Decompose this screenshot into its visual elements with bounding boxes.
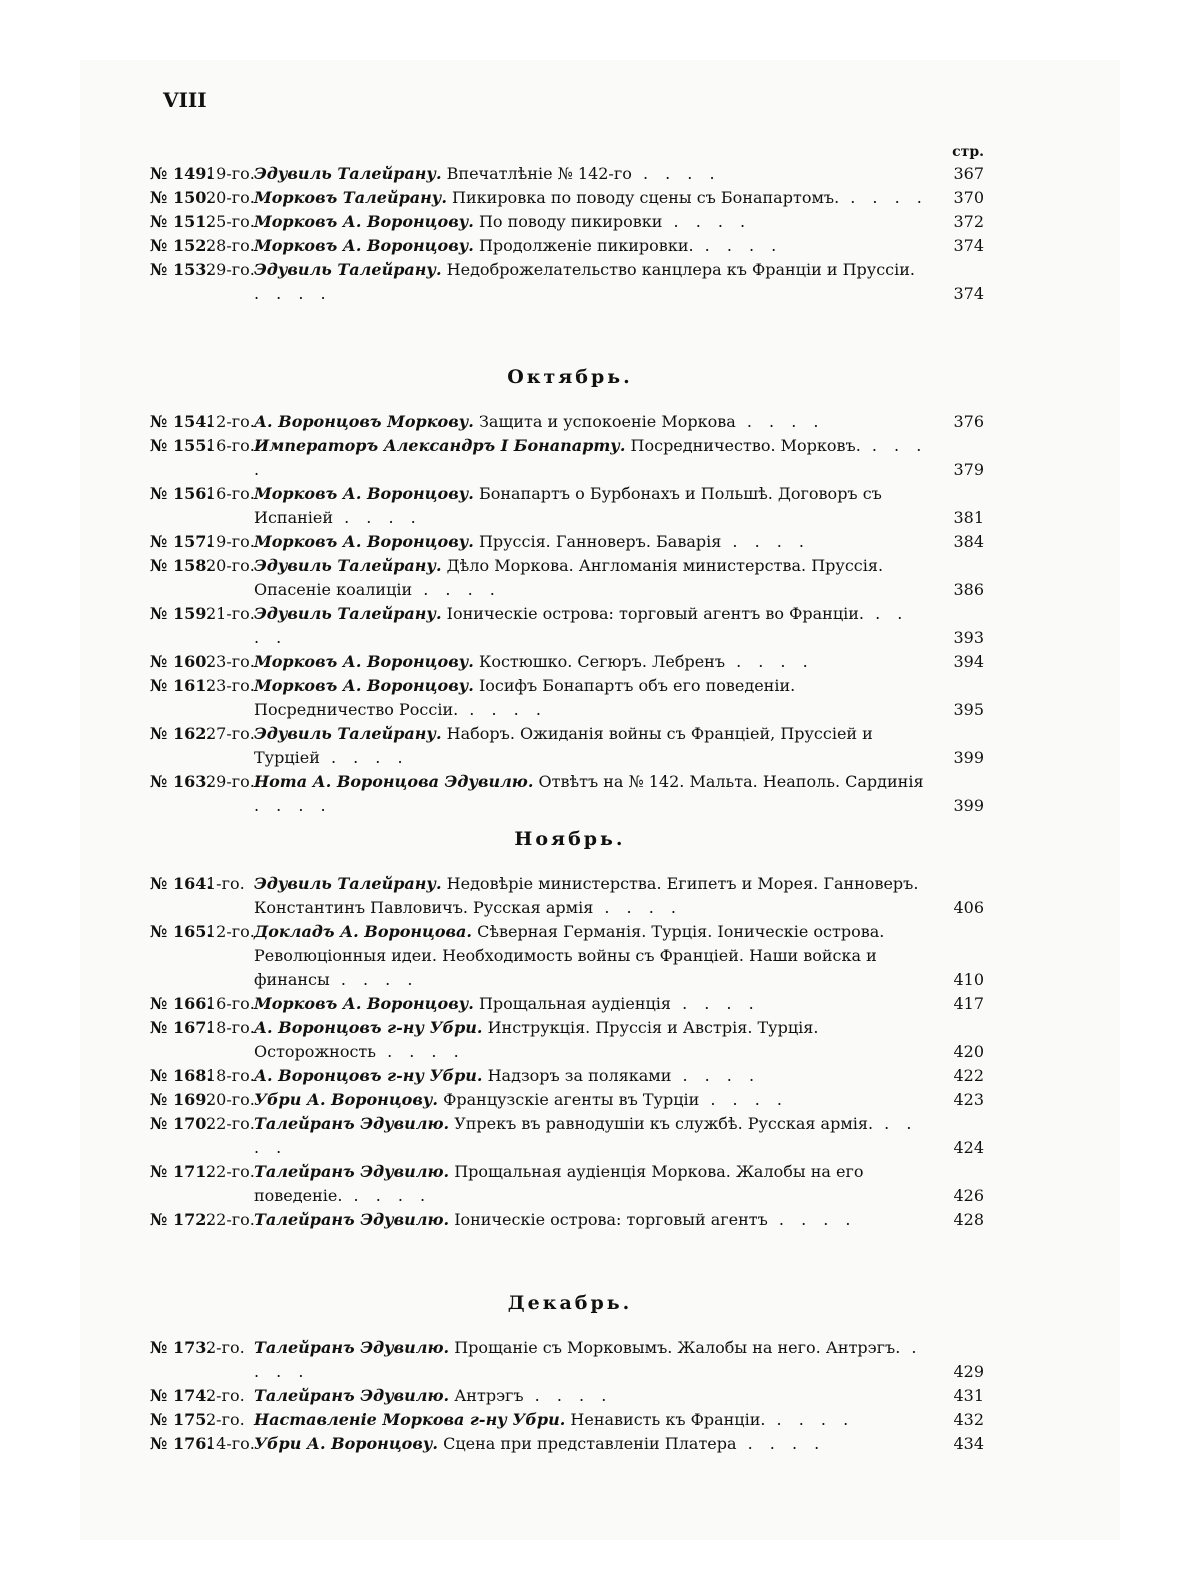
entry-number: № 158.	[150, 556, 212, 575]
entry-description	[250, 602, 930, 650]
entry-page-number: 426	[953, 1186, 984, 1205]
dot-leaders: . . . .	[458, 700, 547, 719]
entry-page-number: 417	[953, 994, 984, 1013]
entry-summary: Упрекъ въ равнодушіи къ службѣ. Русская армія.	[454, 1114, 874, 1133]
entry-summary: Ненависть къ Франціи.	[570, 1410, 766, 1429]
entry-summary: Посредничество. Морковъ.	[630, 436, 861, 455]
entry-date: 18-го.	[206, 1066, 255, 1085]
entry-page-number: 372	[953, 212, 984, 231]
entry-number: № 169.	[150, 1090, 212, 1109]
entry-description	[250, 258, 930, 306]
toc-entry	[150, 210, 990, 234]
dot-leaders: . . . .	[254, 436, 928, 479]
entry-number: № 171.	[150, 1162, 212, 1181]
entry-date: 22-го.	[206, 1114, 255, 1133]
toc-entry	[150, 554, 990, 602]
entry-page-number: 379	[953, 460, 984, 479]
entry-number: № 152.	[150, 236, 212, 255]
entry-date: 19-го.	[206, 164, 255, 183]
entry-correspondents: Талейранъ Эдувилю.	[254, 1338, 450, 1357]
dot-leaders: . . . .	[329, 970, 419, 989]
toc-entry	[150, 530, 990, 554]
entry-page-number: 386	[953, 580, 984, 599]
toc-entry	[150, 1160, 990, 1208]
entry-page-number: 376	[953, 412, 984, 431]
entry-date: 20-го.	[206, 1090, 255, 1109]
entry-page-number: 394	[953, 652, 984, 671]
entry-correspondents: Наставленіе Моркова г-ну Убри.	[254, 1410, 566, 1429]
entry-description	[250, 210, 930, 234]
entry-date: 22-го.	[206, 1162, 255, 1181]
entry-number: № 157.	[150, 532, 212, 551]
entry-summary: Антрэгъ	[454, 1386, 524, 1405]
entry-number: № 155.	[150, 436, 212, 455]
entry-correspondents: Эдувиль Талейрану.	[254, 604, 442, 623]
entry-description	[250, 234, 930, 258]
entry-correspondents: Убри А. Воронцову.	[254, 1090, 438, 1109]
entry-number: № 172.	[150, 1210, 212, 1229]
entry-summary: Прощаніе съ Морковымъ. Жалобы на него. Антрэгъ.	[454, 1338, 901, 1357]
entry-number: № 154.	[150, 412, 212, 431]
dot-leaders: . . . .	[412, 580, 501, 599]
entry-description	[250, 1408, 930, 1432]
entry-description	[250, 650, 930, 674]
entry-page-number: 381	[953, 508, 984, 527]
entry-summary: Іоническіе острова: торговый агентъ	[454, 1210, 768, 1229]
entry-page-number: 422	[953, 1066, 984, 1085]
entry-correspondents: Морковъ А. Воронцову.	[254, 484, 474, 503]
entry-correspondents: Морковъ А. Воронцову.	[254, 212, 474, 231]
entry-description	[250, 1064, 930, 1088]
entry-page-number: 367	[953, 164, 984, 183]
dot-leaders: . . . .	[662, 212, 752, 231]
entry-date: 20-го.	[206, 188, 255, 207]
entry-date: 12-го.	[206, 922, 255, 941]
section-heading: Октябрь.	[507, 366, 633, 388]
toc-entry	[150, 434, 990, 482]
toc-entry	[150, 674, 990, 722]
entry-number: № 173.	[150, 1338, 212, 1357]
entry-page-number: 374	[953, 236, 984, 255]
entry-correspondents: Морковъ Талейрану.	[254, 188, 447, 207]
toc-entry	[150, 650, 990, 674]
toc-entry	[150, 1336, 990, 1384]
entry-summary: Іосифъ Бонапартъ объ его поведеніи. Посредничество Россіи.	[254, 676, 796, 719]
entry-correspondents: А. Воронцовъ Моркову.	[254, 412, 474, 431]
entry-number: № 174.	[150, 1386, 212, 1405]
entry-page-number: 370	[953, 188, 984, 207]
dot-leaders: . . . .	[342, 1186, 432, 1205]
entry-date: 16-го.	[206, 484, 255, 503]
dot-leaders: . . . .	[725, 652, 814, 671]
entry-summary: Недовѣріе министерства. Египетъ и Морея. Ганноверъ. Константинъ Павловичъ. Русская армія	[254, 874, 919, 917]
entry-summary: Костюшко. Сегюръ. Лебренъ	[478, 652, 725, 671]
toc-entry	[150, 920, 990, 992]
entry-correspondents: Эдувиль Талейрану.	[254, 556, 442, 575]
toc-entry	[150, 602, 990, 650]
entry-description	[250, 434, 930, 482]
entry-summary: Бонапартъ о Бурбонахъ и Польшѣ. Договоръ съ Испаніей	[254, 484, 882, 527]
entry-correspondents: Талейранъ Эдувилю.	[254, 1386, 450, 1405]
entry-description	[250, 872, 930, 920]
dot-leaders: . . . .	[254, 1338, 923, 1381]
dot-leaders: . . . .	[319, 748, 409, 767]
entry-summary: Защита и успокоеніе Моркова	[478, 412, 736, 431]
toc-entry	[150, 992, 990, 1016]
dot-leaders: . . . .	[765, 1410, 855, 1429]
entry-page-number: 393	[953, 628, 984, 647]
toc-entry	[150, 1408, 990, 1432]
section-september-continued	[150, 144, 990, 306]
entry-date: 2-го.	[206, 1386, 245, 1405]
entry-correspondents: Морковъ А. Воронцову.	[254, 676, 474, 695]
entry-description	[250, 554, 930, 602]
entry-description	[250, 770, 930, 818]
dot-leaders: . . . .	[839, 188, 928, 207]
entry-description	[250, 1016, 930, 1064]
entry-date: 21-го.	[206, 604, 255, 623]
entry-correspondents: Нота А. Воронцова Эдувилю.	[254, 772, 534, 791]
toc-entry	[150, 1088, 990, 1112]
toc-entry	[150, 1432, 990, 1456]
entry-description	[250, 1336, 930, 1384]
entry-description	[250, 162, 930, 186]
entry-number: № 170.	[150, 1114, 212, 1133]
entry-date: 27-го.	[206, 724, 255, 743]
entry-date: 22-го.	[206, 1210, 255, 1229]
entry-summary: Пикировка по поводу сцены съ Бонапартомъ.	[452, 188, 840, 207]
dot-leaders: . . . .	[254, 796, 332, 815]
entry-summary: Инструкція. Пруссія и Австрія. Турція. Осторожность	[254, 1018, 819, 1061]
entry-description	[250, 1432, 930, 1456]
entry-number: № 161.	[150, 676, 212, 695]
dot-leaders: . . . .	[254, 1114, 918, 1157]
entry-correspondents: Талейранъ Эдувилю.	[254, 1210, 450, 1229]
entry-correspondents: Талейранъ Эдувилю.	[254, 1114, 450, 1133]
entry-page-number: 395	[953, 700, 984, 719]
entry-summary: Прощальная аудіенція Моркова. Жалобы на его поведеніе.	[254, 1162, 864, 1205]
entry-correspondents: Эдувиль Талейрану.	[254, 724, 442, 743]
entry-page-number: 374	[953, 284, 984, 303]
entry-list	[150, 872, 990, 1232]
toc-entry	[150, 162, 990, 186]
toc-entry	[150, 872, 990, 920]
entry-number: № 163.	[150, 772, 212, 791]
toc-entry	[150, 1112, 990, 1160]
entry-correspondents: Докладъ А. Воронцова.	[254, 922, 472, 941]
entry-page-number: 423	[953, 1090, 984, 1109]
dot-leaders: . . . .	[767, 1210, 857, 1229]
entry-correspondents: Эдувиль Талейрану.	[254, 874, 442, 893]
entry-summary: Дѣло Моркова. Англоманія министерства. Пруссія. Опасеніе коалиціи	[254, 556, 884, 599]
entry-number: № 176.	[150, 1434, 212, 1453]
toc-entry	[150, 258, 990, 306]
dot-leaders: . . . .	[699, 1090, 788, 1109]
entry-correspondents: Эдувиль Талейрану.	[254, 164, 442, 183]
toc-entry	[150, 1384, 990, 1408]
entry-description	[250, 722, 930, 770]
entry-number: № 160.	[150, 652, 212, 671]
toc-entry	[150, 410, 990, 434]
page-folio: VIII	[163, 88, 207, 112]
page-column-label: стр.	[952, 144, 984, 160]
entry-number: № 149.	[150, 164, 212, 183]
toc-entry	[150, 722, 990, 770]
entry-number: № 167.	[150, 1018, 212, 1037]
entry-date: 16-го.	[206, 436, 255, 455]
entry-description	[250, 410, 930, 434]
section-december	[150, 1292, 990, 1456]
entry-summary: Пруссія. Ганноверъ. Баварія	[478, 532, 722, 551]
entry-description	[250, 482, 930, 530]
entry-date: 20-го.	[206, 556, 255, 575]
entry-correspondents: Морковъ А. Воронцову.	[254, 652, 474, 671]
section-november	[150, 828, 990, 1232]
toc-entry	[150, 1208, 990, 1232]
entry-number: № 175.	[150, 1410, 212, 1429]
entry-date: 1-го.	[206, 874, 245, 893]
section-heading: Декабрь.	[507, 1292, 633, 1314]
entry-correspondents: Талейранъ Эдувилю.	[254, 1162, 450, 1181]
entry-page-number: 431	[953, 1386, 984, 1405]
entry-number: № 150.	[150, 188, 212, 207]
entry-summary: Французскіе агенты въ Турціи	[443, 1090, 700, 1109]
entry-correspondents: А. Воронцовъ г-ну Убри.	[254, 1066, 483, 1085]
entry-correspondents: Морковъ А. Воронцову.	[254, 994, 474, 1013]
entry-number: № 151.	[150, 212, 212, 231]
dot-leaders: . . . .	[735, 412, 825, 431]
entry-page-number: 432	[953, 1410, 984, 1429]
dot-leaders: . . . .	[721, 532, 810, 551]
dot-leaders: . . . .	[333, 508, 422, 527]
entry-summary: Іоническіе острова: торговый агентъ во Франціи.	[446, 604, 864, 623]
entry-date: 23-го.	[206, 652, 255, 671]
entry-number: № 165.	[150, 922, 212, 941]
entry-date: 28-го.	[206, 236, 255, 255]
entry-description	[250, 530, 930, 554]
entry-summary: Наборъ. Ожиданія войны съ Франціей, Пруссіей и Турціей	[254, 724, 873, 767]
entry-summary: Впечатлѣніе № 142-го	[446, 164, 632, 183]
entry-number: № 162.	[150, 724, 212, 743]
section-heading: Ноябрь.	[514, 828, 626, 850]
entry-summary: По поводу пикировки	[478, 212, 663, 231]
entry-correspondents: Морковъ А. Воронцову.	[254, 532, 474, 551]
dot-leaders: . . . .	[523, 1386, 613, 1405]
entry-summary: Прощальная аудіенція	[478, 994, 671, 1013]
dot-leaders: . . . .	[631, 164, 721, 183]
entry-description	[250, 992, 930, 1016]
entry-summary: Сѣверная Германія. Турція. Іоническіе острова. Революціонныя идеи. Необходимость войны съ Франціей. Наши войска и финансы	[254, 922, 885, 989]
entry-date: 12-го.	[206, 412, 255, 431]
entry-correspondents: Императоръ Александръ I Бонапарту.	[254, 436, 626, 455]
entry-description	[250, 1088, 930, 1112]
entry-page-number: 410	[953, 970, 984, 989]
toc-entry	[150, 482, 990, 530]
dot-leaders: . . . .	[593, 898, 682, 917]
entry-page-number: 420	[953, 1042, 984, 1061]
dot-leaders: . . . .	[693, 236, 783, 255]
entry-date: 29-го.	[206, 772, 255, 791]
toc-entry	[150, 234, 990, 258]
entry-list	[150, 410, 990, 818]
entry-date: 2-го.	[206, 1410, 245, 1429]
entry-description	[250, 1160, 930, 1208]
entry-description	[250, 920, 930, 992]
entry-summary: Сцена при представленіи Платера	[443, 1434, 737, 1453]
entry-description	[250, 1208, 930, 1232]
entry-page-number: 384	[953, 532, 984, 551]
entry-date: 25-го.	[206, 212, 255, 231]
dot-leaders: . . . .	[375, 1042, 465, 1061]
entry-date: 19-го.	[206, 532, 255, 551]
entry-description	[250, 1112, 930, 1160]
dot-leaders: . . . .	[671, 1066, 761, 1085]
entry-date: 14-го.	[206, 1434, 255, 1453]
entry-page-number: 399	[953, 796, 984, 815]
entry-description	[250, 1384, 930, 1408]
entry-page-number: 424	[953, 1138, 984, 1157]
entry-date: 16-го.	[206, 994, 255, 1013]
entry-page-number: 406	[953, 898, 984, 917]
entry-correspondents: Эдувиль Талейрану.	[254, 260, 442, 279]
entry-correspondents: А. Воронцовъ г-ну Убри.	[254, 1018, 483, 1037]
entry-number: № 168.	[150, 1066, 212, 1085]
entry-date: 18-го.	[206, 1018, 255, 1037]
entry-summary: Недоброжелательство канцлера къ Франціи и Пруссіи.	[446, 260, 915, 279]
toc-entry	[150, 186, 990, 210]
entry-number: № 164.	[150, 874, 212, 893]
dot-leaders: . . . .	[736, 1434, 826, 1453]
entry-page-number: 428	[953, 1210, 984, 1229]
dot-leaders: . . . .	[671, 994, 760, 1013]
entry-date: 29-го.	[206, 260, 255, 279]
entry-summary: Продолженіе пикировки.	[478, 236, 694, 255]
entry-list	[150, 162, 990, 306]
entry-description	[250, 186, 930, 210]
entry-page-number: 399	[953, 748, 984, 767]
entry-number: № 166.	[150, 994, 212, 1013]
entry-page-number: 434	[953, 1434, 984, 1453]
entry-page-number: 429	[953, 1362, 984, 1381]
entry-date: 23-го.	[206, 676, 255, 695]
dot-leaders: . . . .	[254, 284, 332, 303]
dot-leaders: . . . .	[254, 604, 909, 647]
toc-entry	[150, 1016, 990, 1064]
entry-description	[250, 674, 930, 722]
entry-date: 2-го.	[206, 1338, 245, 1357]
toc-entry	[150, 770, 990, 818]
entry-list	[150, 1336, 990, 1456]
toc-entry	[150, 1064, 990, 1088]
entry-number: № 159.	[150, 604, 212, 623]
entry-summary: Отвѣтъ на № 142. Мальта. Неаполь. Сардинія	[538, 772, 924, 791]
entry-number: № 156.	[150, 484, 212, 503]
entry-correspondents: Убри А. Воронцову.	[254, 1434, 438, 1453]
entry-number: № 153.	[150, 260, 212, 279]
section-october	[150, 366, 990, 818]
entry-correspondents: Морковъ А. Воронцову.	[254, 236, 474, 255]
entry-summary: Надзоръ за поляками	[487, 1066, 672, 1085]
